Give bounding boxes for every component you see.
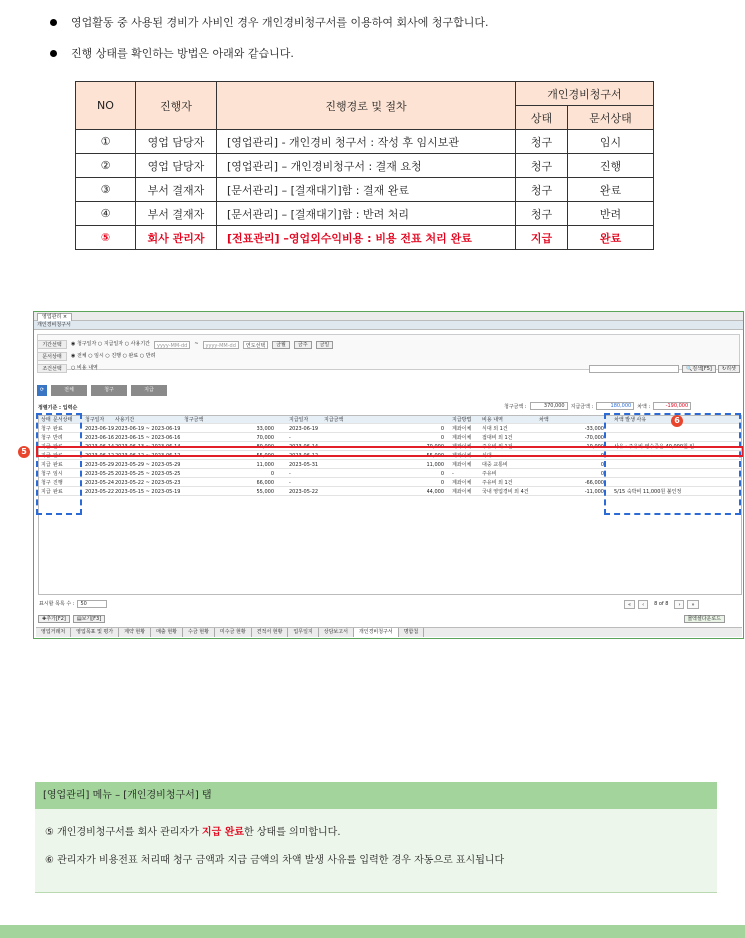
grid-cell: 진행 [53,480,63,486]
page-size-label: 표시할 목록 수 : [39,601,75,607]
grid-cell: 2023-06-19 [85,426,115,432]
grid-cell: 0 [440,471,444,477]
filter-row-status [37,351,155,362]
col-expense[interactable]: 비용 내역 [482,417,503,423]
grid-cell: 주유비 [482,471,497,477]
bottom-tab[interactable]: 영업목표 및 평가 [71,628,119,637]
bottom-tab[interactable]: 영업거래처 [36,628,71,637]
date-from-input[interactable]: yyyy-MM-dd [154,341,190,349]
grid-cell: 지급 [41,453,51,459]
grid-cell: 2023-05-25 ~ 2023-05-25 [115,471,181,477]
row-path: [문서관리] – [결재대기]함 : 반려 처리 [217,202,516,226]
reset-button[interactable]: ↻리셋 [718,365,740,373]
grid-cell: 0 [270,471,274,477]
col-header-state: 상태 [516,106,568,130]
row-doc-state: 완료 [568,226,654,250]
app-screenshot [33,311,744,639]
grid-cell: 70,000 [426,444,444,450]
bullet-item [50,45,294,61]
grid-cell: 2023-06-19 [289,426,319,432]
col-header-actor: 진행자 [136,82,217,130]
this-week-button[interactable]: 금주 [294,341,312,349]
paid-button[interactable]: 지급 [131,385,167,396]
view-button[interactable]: ▤보기[F3] [73,615,105,623]
grid-cell: 80,000 [256,444,274,450]
diff-total: -190,000 [653,402,691,410]
claim-button[interactable]: 청구 [91,385,127,396]
bullet-dot-icon [50,50,57,57]
bullet-text: 영업활동 중 사용된 경비가 사비인 경우 개인경비청구서를 이용하여 회사에 청구합니다. [71,16,489,29]
diff-total-label: 차액 : [637,403,651,410]
grid-cell: 44,000 [426,489,444,495]
grid-cell: 완료 [53,444,63,450]
grid-cell: 11,000 [256,462,274,468]
grid-cell: - [452,471,454,477]
grid-cell: 사유 : 주유비 영수증은 40,000원 입.. [614,444,698,450]
grid-cell: 33,000 [256,426,274,432]
grid-cell: 2023-05-29 [85,462,115,468]
reason-highlight-box [604,413,741,515]
bottom-tab[interactable]: 견적서 현황 [252,628,289,637]
action-buttons [37,385,167,396]
grid-cell: 2023-06-12 [289,453,319,459]
grid-cell: 0 [440,426,444,432]
grid-cell: 2023-06-13 ~ 2023-06-14 [115,444,181,450]
footer-bar [0,925,745,938]
col-claim-date[interactable]: 청구일자 [85,417,105,423]
grid-cell: 청구 [41,480,51,486]
grid-cell: 2023-05-31 [289,462,319,468]
table-row [76,154,654,178]
col-status[interactable]: 상태 [41,417,51,423]
grid-cell: 접대비 외 1건 [482,435,513,441]
bullet-dot-icon [50,19,57,26]
grid-cell: 0 [440,435,444,441]
process-table [75,81,654,250]
col-paid-date[interactable]: 지급일자 [289,417,309,423]
grid-cell: 2023-05-22 ~ 2023-05-23 [115,480,181,486]
grid-cell: 완료 [53,489,63,495]
condition-radio[interactable]: ○ 비용 내역 [71,365,98,371]
grid-cell: 0 [600,462,604,468]
table-row-highlight [76,226,654,250]
row-doc-state: 완료 [568,178,654,202]
filter-label: 기간선택 [37,340,67,349]
col-use-period[interactable]: 사용기간 [115,417,135,423]
row-actor: 부서 결재자 [136,178,217,202]
row-actor: 부서 결재자 [136,202,217,226]
col-header-no: NO [76,82,136,130]
grid-cell: 완료 [53,453,63,459]
note-header: [영업관리] 메뉴 – [개인경비청구서] 탭 [35,782,717,809]
col-paid-amount[interactable]: 지급금액 [324,417,344,423]
col-diff-reason[interactable]: 차액 발생 사유 [614,417,647,423]
grid-cell: 계좌이체 [452,480,472,486]
grid-cell: 대중 교통비 [482,462,508,468]
footer-buttons [38,615,105,623]
grid-cell: 계좌이체 [452,435,472,441]
sort-label: 정렬기준 : 입력순 [38,405,78,411]
next-page-button[interactable]: › [674,600,684,609]
bullet-text: 진행 상태를 확인하는 방법은 아래와 같습니다. [71,47,294,60]
grid-cell: 식대 [482,453,492,459]
grid-cell: 2023-06-14 [85,444,115,450]
grid-cell: 2023-05-24 [85,480,115,486]
bottom-tab[interactable]: 명함첩 [399,628,425,637]
grid-cell: 계좌이체 [452,444,472,450]
date-to-input[interactable]: yyyy-MM-dd [203,341,239,349]
grid-cell: 66,000 [256,480,274,486]
excel-download-button[interactable]: 🗎엑셀다운로드 [684,615,725,623]
grid-cell: 계좌이체 [452,462,472,468]
grid-cell: 국내 영업경비 외 4건 [482,489,529,495]
grid-cell: 계좌이체 [452,453,472,459]
grid-cell: 0 [440,480,444,486]
window-tab-bar [34,312,743,321]
bottom-tab[interactable]: 개인경비청구서 [354,628,399,637]
filter-label: 조건선택 [37,364,67,373]
table-row [76,202,654,226]
col-diff[interactable]: 차액 [539,417,549,423]
row-state: 청구 [516,130,568,154]
claim-total: 370,000 [530,402,568,410]
bottom-tab[interactable]: 매출 현황 [151,628,183,637]
bottom-tab[interactable]: 미수금 현황 [215,628,252,637]
search-button[interactable]: 🔍검색[F5] [682,365,716,373]
bottom-tab[interactable]: 업무일지 [288,628,318,637]
note-line-5: ⑤ 개인경비청구서를 회사 관리자가 지급 완료한 상태를 의미합니다. [45,827,341,838]
grid-cell: 지급 [41,462,51,468]
row-state: 청구 [516,202,568,226]
grid-cell: 주유비 외 1건 [482,480,513,486]
page-title: 개인경비청구서 [34,321,743,330]
search-input[interactable] [589,365,679,373]
grid-cell: 2023-06-15 ~ 2023-06-16 [115,435,181,441]
callout-marker-6: 6 [671,415,683,427]
grid-cell: -11,000 [584,489,604,495]
row-state: 지급 [516,226,568,250]
paid-row-highlight-box [36,446,744,457]
grid-cell: 2023-05-29 ~ 2023-05-29 [115,462,181,468]
grid-cell: 55,000 [426,453,444,459]
pager-info: 8 of 8 [654,601,669,607]
col-header-path: 진행경로 및 절차 [217,82,516,130]
row-actor: 영업 담당자 [136,130,217,154]
note-line-6: ⑥ 관리자가 비용전표 처리때 청구 금액과 지급 금액의 차액 발생 사유를 입력한 경우 자동으로 표시됩니다 [45,855,505,866]
grid-cell: 2023-05-22 [289,489,319,495]
totals-bar [504,402,691,410]
grid-cell: -33,000 [584,426,604,432]
col-doc-status[interactable]: 문서상태 [53,417,73,423]
table-row [76,130,654,154]
col-pay-method[interactable]: 지급방법 [452,417,472,423]
bottom-tab[interactable]: 상담보고서 [319,628,354,637]
grid-cell: 청구 [41,426,51,432]
row-path: [문서관리] – [결재대기]함 : 결재 완료 [217,178,516,202]
grid-cell: 청구 [41,471,51,477]
refresh-icon[interactable]: ⟳ [37,385,47,396]
status-highlight-box [36,413,82,515]
grid-cell: 2023-05-22 [85,489,115,495]
grid-cell: 55,000 [256,489,274,495]
filter-row-condition [37,363,98,374]
grid-cell: -66,000 [584,480,604,486]
row-no: ① [76,130,136,154]
grid-cell: 완료 [53,462,63,468]
claim-total-label: 청구금액 : [504,403,527,410]
bottom-tab[interactable]: 수금 현황 [183,628,215,637]
bullet-item [50,14,489,30]
grid-cell: 0 [600,471,604,477]
row-doc-state: 임시 [568,130,654,154]
col-header-group: 개인경비청구서 [516,82,654,106]
filter-label: 문서상태 [37,352,67,361]
grid-cell: 0 [600,453,604,459]
grid-cell: 2023-05-15 ~ 2023-05-19 [115,489,181,495]
grid-cell: 식대 외 1건 [482,426,508,432]
grid-cell: 계좌이체 [452,426,472,432]
pager [624,600,699,609]
status-radio-group[interactable]: ◉ 전체 ○ 임시 ○ 진행 ○ 완료 ○ 반려 [71,353,156,359]
grid-cell: 임시 [53,471,63,477]
grid-cell: 11,000 [426,462,444,468]
grid-cell: - [289,435,291,441]
grid-cell: 2023-06-14 [289,444,319,450]
row-state: 청구 [516,178,568,202]
grid-cell: 계좌이체 [452,489,472,495]
add-button[interactable]: ✚추가[F2] [38,615,70,623]
row-no: ③ [76,178,136,202]
bottom-tab-bar [36,627,742,637]
this-month-button[interactable]: 금월 [272,341,290,349]
row-no: ② [76,154,136,178]
filter-row-period: 기간선택 ◉ 청구일자 ○ 지급일자 ○ 사용기간 yyyy-MM-dd ~ yyyy-MM-dd 연도선택 금월 금주 금일 [37,339,333,350]
all-button[interactable]: 전체 [51,385,87,396]
grid-cell: -70,000 [584,435,604,441]
paid-total-label: 지급금액 : [570,403,594,410]
row-doc-state: 반려 [568,202,654,226]
row-path: [영업관리] – 개인경비청구서 : 결재 요청 [217,154,516,178]
row-actor: 회사 관리자 [136,226,217,250]
col-header-doc-state: 문서상태 [568,106,654,130]
last-page-button[interactable]: » [687,600,698,609]
year-select[interactable]: 연도선택 [243,341,268,349]
grid-cell: 청구 [41,435,51,441]
grid-cell: 2023-05-25 [85,471,115,477]
bottom-tab[interactable]: 계약 현황 [119,628,151,637]
grid-cell: 2023-06-19 ~ 2023-06-19 [115,426,181,432]
today-button[interactable]: 금일 [316,341,334,349]
grid-cell: 지급 [41,444,51,450]
grid-cell: 55,000 [256,453,274,459]
grid-cell: -10,000 [584,444,604,450]
row-no: ⑤ [76,226,136,250]
row-path: [영업관리] - 개인경비 청구서 : 작성 후 임시보관 [217,130,516,154]
callout-marker-5: 5 [18,446,30,458]
page-size-area [39,600,107,608]
row-no: ④ [76,202,136,226]
grid-cell: 2023-06-16 [85,435,115,441]
period-radio-group[interactable]: ◉ 청구일자 ○ 지급일자 ○ 사용기간 [71,341,150,347]
page-size-select[interactable]: 50 [77,600,107,608]
grid-cell: 주유비 외 1건 [482,444,513,450]
grid-cell: 지급 [41,489,51,495]
row-state: 청구 [516,154,568,178]
grid-cell: 반려 [53,435,63,441]
table-row [76,178,654,202]
row-actor: 영업 담당자 [136,154,217,178]
row-doc-state: 진행 [568,154,654,178]
row-path: [전표관리] –영업외수익비용 : 비용 전표 처리 완료 [217,226,516,250]
grid-cell: 2023-06-12 ~ 2023-06-12 [115,453,181,459]
grid-cell: - [289,471,291,477]
prev-page-button[interactable]: ‹ [638,600,648,609]
grid-cell: 5/15 숙박비 11,000원 불인정 [614,489,682,495]
note-box [35,782,717,893]
first-page-button[interactable]: « [624,600,635,609]
tab-sales[interactable]: 영업관리 × [37,313,72,321]
grid-cell: 2023-06-12 [85,453,115,459]
paid-total: 180,000 [596,402,634,410]
grid-cell: - [289,480,291,486]
grid-cell: 완료 [53,426,63,432]
grid-cell: 70,000 [256,435,274,441]
col-claim-amount[interactable]: 청구금액 [184,417,204,423]
